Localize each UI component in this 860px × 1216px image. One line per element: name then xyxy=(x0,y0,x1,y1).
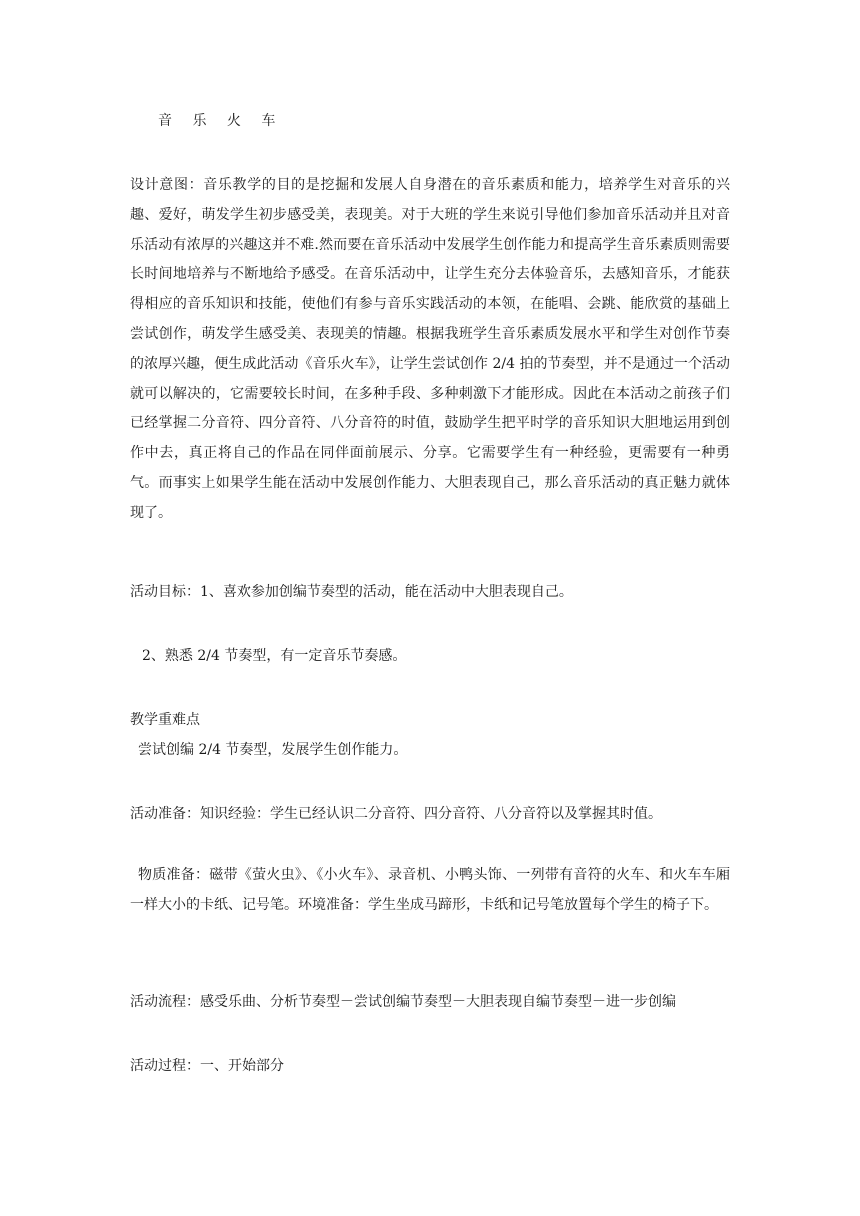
activity-flow: 活动流程：感受乐曲、分析节奏型－尝试创编节奏型－大胆表现自编节奏型－进一步创编 xyxy=(130,994,676,1010)
prep-material-paragraph: 物质准备：磁带《萤火虫》、《小火车》、录音机、小鸭头饰、一列带有音符的火车、和火车车厢一样大小的卡纸、记号笔。环境准备：学生坐成马蹄形，卡纸和记号笔放置每个学生的椅子下。 xyxy=(130,867,730,913)
key-points-heading: 教学重难点 xyxy=(130,712,200,728)
prep-knowledge: 活动准备：知识经验：学生已经认识二分音符、四分音符、八分音符以及掌握其时值。 xyxy=(130,806,662,822)
activity-goal-1: 活动目标：1、喜欢参加创编节奏型的活动，能在活动中大胆表现自己。 xyxy=(130,584,573,600)
document-title: 音 乐 火 车 xyxy=(158,113,284,129)
activity-process: 活动过程：一、开始部分 xyxy=(130,1058,284,1074)
activity-goal-2: 2、熟悉 2/4 节奏型，有一定音乐节奏感。 xyxy=(142,648,407,664)
design-intent-paragraph: 设计意图：音乐教学的目的是挖掘和发展人自身潜在的音乐素质和能力，培养学生对音乐的兴趣、爱好，萌发学生初步感受美，表现美。对于大班的学生来说引导他们参加音乐活动并且对音乐活动有浓厚的兴趣这并不难.然而要在音乐活动中发展学生创作能力和提高学生音乐素质则需要长时间地培养与不断地给予感受。在音乐活动中，让学生充分去体验音乐，去感知音乐，才能获得相应的音乐知识和技能，使他们有参与音乐实践活动的本领，在能唱、会跳、能欣赏的基础上尝试创作，萌发学生感受美、表现美的情趣。根据我班学生音乐素质发展水平和学生对创作节奏的浓厚兴趣，便生成此活动《音乐火车》，让学生尝试创作 2/4 拍的节奏型，并不是通过一个活动就可以解决的，它需要较长时间，在多种手段、多种刺激下才能形成。因此在本活动之前孩子们已经掌握二分音符、四分音符、八分音符的时值，鼓励学生把平时学的音乐知识大胆地运用到创作中去，真正将自己的作品在同伴面前展示、分享。它需要学生有一种经验，更需要有一种勇气。而事实上如果学生能在活动中发展创作能力、大胆表现自己，那么音乐活动的真正魅力就体现了。 xyxy=(130,177,730,521)
key-points-text: 尝试创编 2/4 节奏型，发展学生创作能力。 xyxy=(138,742,408,758)
